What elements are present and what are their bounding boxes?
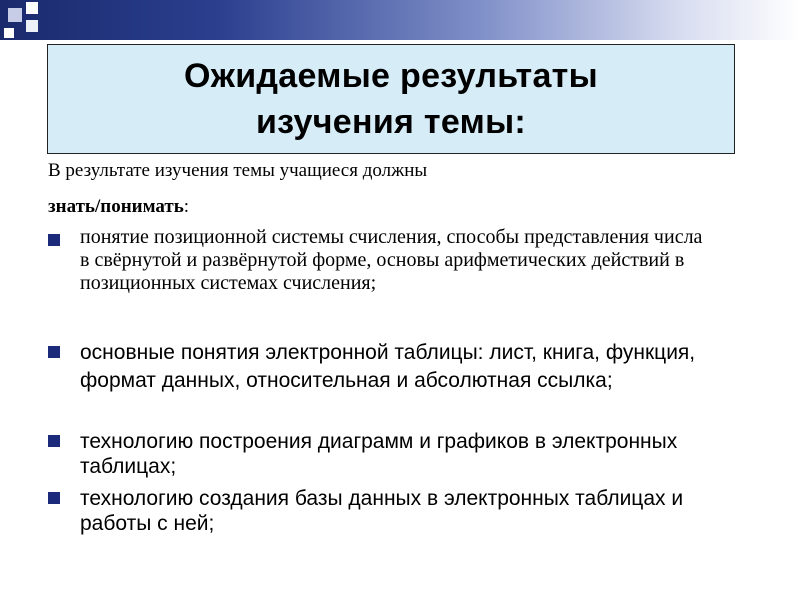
list-item: понятие позиционной системы счисления, способы представления числа в свёрнутой и развёрнутой форме, основы арифметических действий в позиционных системах счисления; [80,226,703,294]
slide-title-line-2: изучения темы: [255,103,527,141]
decor-square [8,8,22,22]
bullet-icon [48,234,60,246]
decor-square [4,28,14,38]
decor-square [26,2,38,14]
list-item: основные понятия электронной таблицы: лист, книга, функция, формат данных, относительная и абсолютная ссылка; [80,341,696,392]
list-item: технологию создания базы данных в электронных таблицах и работы с ней; [80,487,684,535]
know-understand-heading [48,196,189,218]
top-decorative-band [0,0,800,40]
slide-title-line-1: Ожидаемые результаты [184,57,598,95]
intro-text: В результате изучения темы учащиеся должны [48,160,428,181]
bullet-icon [48,435,60,447]
know-understand-colon: : [183,196,190,217]
title-box [47,44,735,154]
list-item: технологию построения диаграмм и графиков в электронных таблицах; [80,430,678,478]
bullet-icon [48,346,60,358]
bullet-icon [48,492,60,504]
know-understand-label: знать/понимать [48,196,184,217]
decor-square [26,20,38,32]
